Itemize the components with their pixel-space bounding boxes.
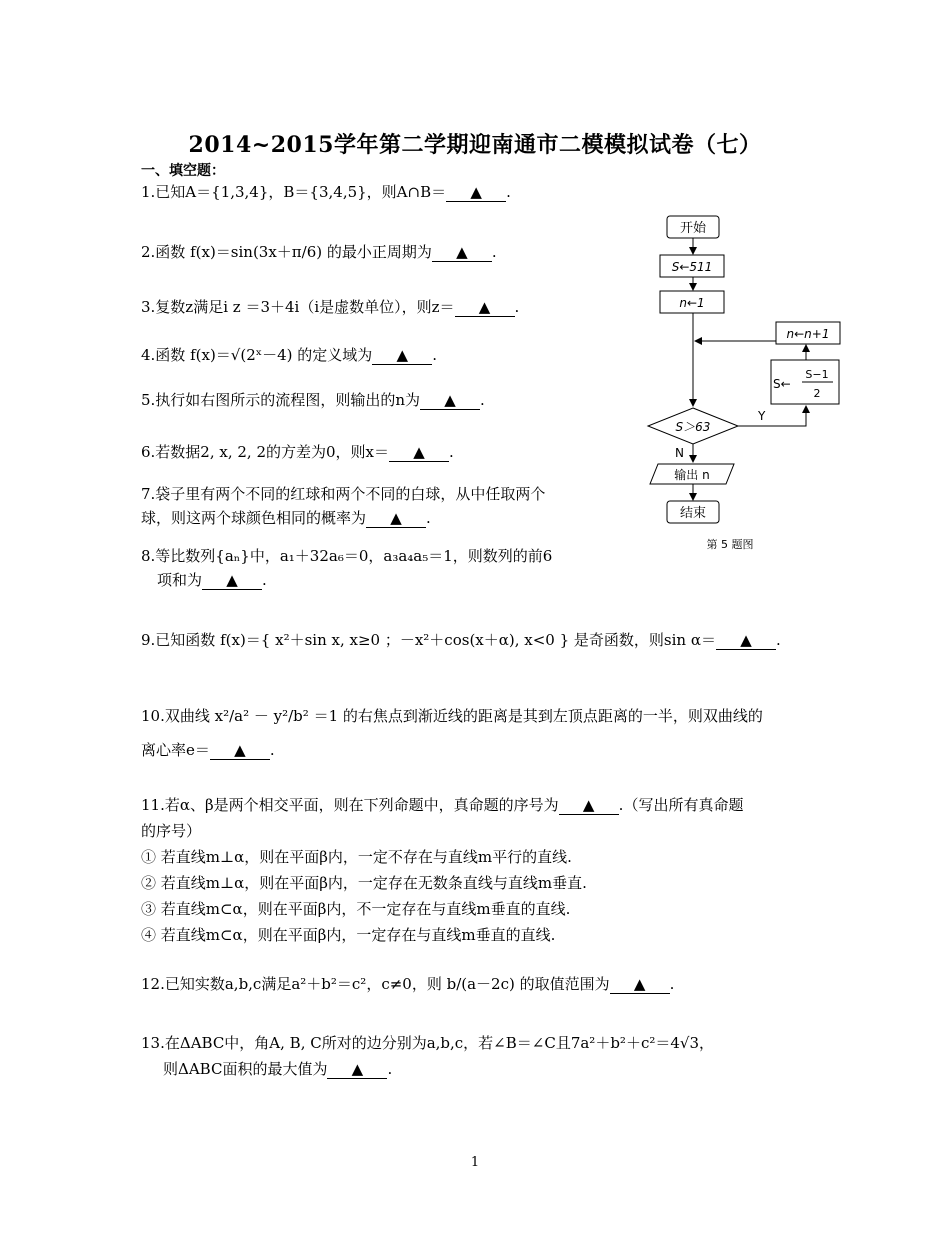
page-title: 2014~2015学年第二学期迎南通市二模模拟试卷（七） (188, 132, 762, 158)
flow-caption: 第 5 题图 (706, 538, 754, 551)
answer-blank[interactable]: ▲ (389, 443, 449, 462)
question-6: 6.若数据2, x, 2, 2的方差为0，则x＝ ▲ . (141, 443, 454, 461)
question-3: 3.复数z满足i z ＝3＋4i（i是虚数单位），则z＝ ▲ . (141, 298, 520, 316)
answer-blank[interactable]: ▲ (446, 183, 506, 202)
question-5: 5.执行如右图所示的流程图，则输出的n为 ▲ . (141, 391, 485, 409)
section-heading: 一、填空题： (141, 163, 225, 179)
option-4: ④ 若直线m⊂α，则在平面β内，一定存在与直线m垂直的直线. (141, 926, 556, 944)
question-text: 8.等比数列{aₙ}中，a₁＋32a₆＝0，a₃a₄a₅＝1，则数列的前6 (141, 547, 553, 565)
question-text: 6.若数据2, x, 2, 2的方差为0，则x＝ (141, 443, 390, 461)
question-text: 5.执行如右图所示的流程图，则输出的n为 (141, 391, 420, 409)
question-text: 4.函数 f(x)＝√(2ˣ－4) 的定义域为 (141, 346, 373, 364)
question-8: 8.等比数列{aₙ}中，a₁＋32a₆＝0，a₃a₄a₅＝1，则数列的前6 项和为 ▲ . (141, 544, 552, 592)
question-10: 10.双曲线 x²/a² － y²/b² ＝1 的右焦点到渐近线的距离是其到左顶点距离的一半，则双曲线的 离心率e＝ ▲ . (141, 704, 763, 762)
answer-blank[interactable]: ▲ (610, 975, 670, 994)
question-text: 3.复数z满足i z ＝3＋4i（i是虚数单位），则z＝ (141, 298, 455, 316)
answer-blank[interactable]: ▲ (202, 571, 262, 590)
question-text: 10.双曲线 x²/a² － y²/b² ＝1 的右焦点到渐近线的距离是其到左顶点距离的一半，则双曲线的 (141, 707, 763, 725)
answer-blank[interactable]: ▲ (716, 631, 776, 650)
answer-blank[interactable]: ▲ (372, 346, 432, 365)
flowchart (640, 208, 860, 558)
question-1: 1.已知A＝{1,3,4}，B＝{3,4,5}，则A∩B＝ ▲ . (141, 183, 511, 201)
option-2: ② 若直线m⊥α，则在平面β内，一定存在无数条直线与直线m垂直. (141, 874, 587, 892)
question-9: 9.已知函数 f(x)＝{ x²＋sin x, x≥0 ；－x²＋cos(x＋α), x<0 } 是奇函数，则sin α＝ ▲ . (141, 631, 781, 649)
answer-blank[interactable]: ▲ (366, 509, 426, 528)
option-3: ③ 若直线m⊂α，则在平面β内，不一定存在与直线m垂直的直线. (141, 900, 571, 918)
answer-blank[interactable]: ▲ (432, 243, 492, 262)
question-2: 2.函数 f(x)＝sin(3x＋π/6) 的最小正周期为 ▲ . (141, 243, 497, 261)
question-text: 12.已知实数a,b,c满足a²＋b²＝c²，c≠0，则 b/(a－2c) 的取值范围为 (141, 975, 610, 993)
flow-update-s-num: S−1 (805, 368, 829, 381)
question-4: 4.函数 f(x)＝√(2ˣ－4) 的定义域为 ▲ . (141, 346, 438, 364)
question-13: 13.在ΔABC中，角A, B, C所对的边分别为a,b,c，若∠B＝∠C且7a²＋b²＋c²＝4√3， 则ΔABC面积的最大值为 ▲ . (141, 1030, 714, 1082)
flow-no-label: N (675, 446, 684, 460)
flow-update-n-label: n←n+1 (786, 327, 830, 341)
answer-blank[interactable]: ▲ (210, 741, 270, 760)
flow-update-s-den: 2 (813, 387, 821, 400)
flow-init-n-label: n←1 (679, 296, 705, 310)
question-text: 13.在ΔABC中，角A, B, C所对的边分别为a,b,c，若∠B＝∠C且7a²＋b²＋c²＝4√3， (141, 1034, 714, 1052)
question-text: 2.函数 f(x)＝sin(3x＋π/6) 的最小正周期为 (141, 243, 432, 261)
question-11: 11.若α、β是两个相交平面，则在下列命题中，真命题的序号为 ▲ .（写出所有真命题 的序号） ① 若直线m⊥α，则在平面β内，一定不存在与直线m平行的直线. ② 若直线m⊥α，则在平面β内，一定存在无数条直线与直线m垂直. ③ 若直线m⊂α，则在平面β内，不一定存在与直线m垂直的直线. ④ 若直线m⊂α，则在平面β内，一定存在与直线m垂直的直线. (141, 792, 743, 948)
question-text: 7.袋子里有两个不同的红球和两个不同的白球，从中任取两个 (141, 485, 546, 503)
option-1: ① 若直线m⊥α，则在平面β内，一定不存在与直线m平行的直线. (141, 848, 572, 866)
question-text: 9.已知函数 f(x)＝{ x²＋sin x, x≥0 ；－x²＋cos(x＋α), x<0 } 是奇函数，则sin α＝ (141, 631, 716, 649)
flow-end-label: 结束 (679, 506, 707, 521)
question-text: 11.若α、β是两个相交平面，则在下列命题中，真命题的序号为 (141, 796, 559, 814)
answer-blank[interactable]: ▲ (420, 391, 480, 410)
answer-blank[interactable]: ▲ (455, 298, 515, 317)
page-number: 1 (470, 1155, 480, 1170)
question-text: 1.已知A＝{1,3,4}，B＝{3,4,5}，则A∩B＝ (141, 183, 447, 201)
answer-blank[interactable]: ▲ (327, 1060, 387, 1079)
flow-output-label: 输出 n (674, 468, 710, 482)
flow-yes-label: Y (758, 409, 766, 423)
flow-start-label: 开始 (679, 221, 707, 236)
flow-condition-label: S＞63 (675, 420, 711, 434)
question-12: 12.已知实数a,b,c满足a²＋b²＝c²，c≠0，则 b/(a－2c) 的取值范围为 ▲ . (141, 975, 675, 993)
question-7: 7.袋子里有两个不同的红球和两个不同的白球，从中任取两个 球，则这两个球颜色相同的概率为 ▲ . (141, 482, 545, 530)
flow-init-s-label: S←511 (671, 260, 713, 274)
flow-update-s-lhs: S← (773, 377, 791, 391)
answer-blank[interactable]: ▲ (559, 796, 619, 815)
